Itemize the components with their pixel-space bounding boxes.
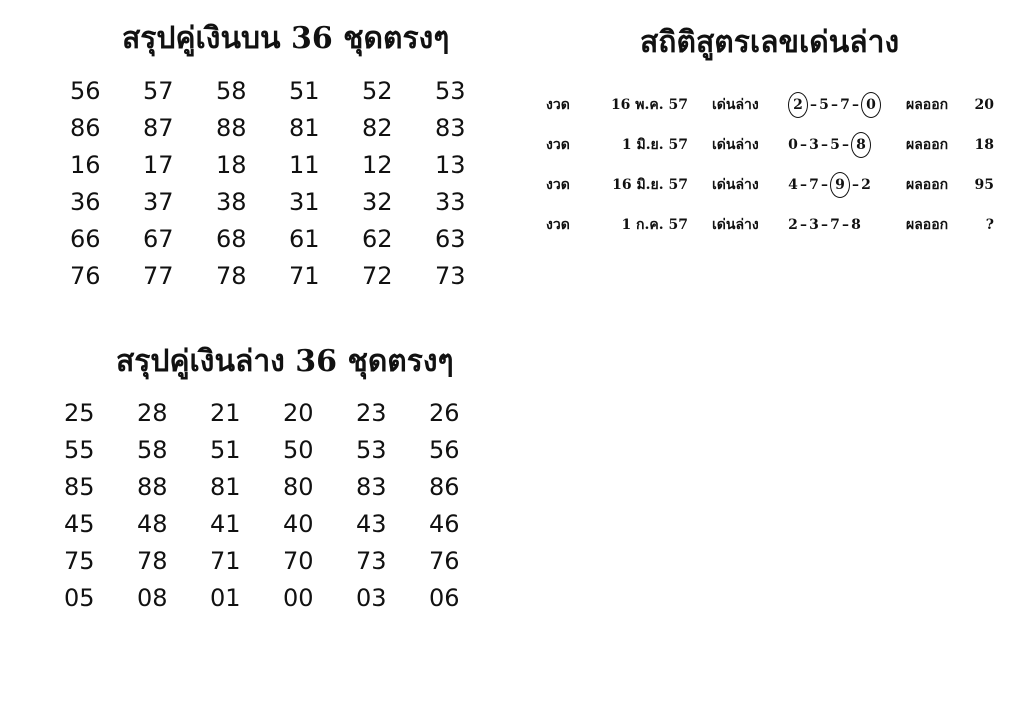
- number-cell: 80: [283, 473, 314, 501]
- sequence-separator: –: [800, 217, 807, 233]
- circled-digit: 0: [861, 92, 881, 118]
- sequence-digit: 8: [851, 217, 861, 233]
- sequence-digit: 2: [788, 217, 798, 233]
- number-cell: 41: [210, 510, 241, 538]
- sequence-separator: –: [842, 137, 849, 153]
- sequence-separator: –: [821, 177, 828, 193]
- draw-date: 16 มิ.ย. 57: [612, 177, 688, 193]
- digit-sequence: [788, 165, 906, 205]
- sequence-separator: –: [852, 97, 859, 113]
- number-cell: 78: [216, 262, 247, 290]
- number-cell: 05: [64, 584, 95, 612]
- number-cell: 25: [64, 399, 95, 427]
- number-cell: 57: [143, 77, 174, 105]
- number-cell: 00: [283, 584, 314, 612]
- number-cell: 18: [216, 151, 247, 179]
- sequence-digit: 3: [809, 217, 819, 233]
- draw-date: 1 มิ.ย. 57: [621, 137, 688, 153]
- number-cell: 28: [137, 399, 168, 427]
- number-cell: 56: [429, 436, 460, 464]
- stats-row: [546, 85, 994, 125]
- result-value: 95: [974, 177, 994, 193]
- number-cell: 31: [289, 188, 320, 216]
- number-cell: 61: [289, 225, 320, 253]
- number-cell: 53: [356, 436, 387, 464]
- number-cell: 38: [216, 188, 247, 216]
- digit-sequence: [788, 125, 906, 165]
- number-cell: 68: [216, 225, 247, 253]
- number-cell: 48: [137, 510, 168, 538]
- draw-type-label: เด่นล่าง: [712, 177, 759, 193]
- draw-label: งวด: [546, 177, 570, 193]
- sequence-separator: –: [852, 177, 859, 193]
- circled-digit: 9: [830, 172, 850, 198]
- number-cell: 11: [289, 151, 320, 179]
- stats-title: สถิติสูตรเลขเด่นล่าง: [640, 25, 900, 60]
- sequence-separator: –: [800, 137, 807, 153]
- number-cell: 13: [435, 151, 466, 179]
- draw-date: 1 ก.ค. 57: [621, 217, 688, 233]
- number-cell: 51: [289, 77, 320, 105]
- number-cell: 20: [283, 399, 314, 427]
- number-cell: 37: [143, 188, 174, 216]
- sequence-digit: 5: [819, 97, 829, 113]
- number-cell: 66: [70, 225, 101, 253]
- number-cell: 78: [137, 547, 168, 575]
- number-cell: 16: [70, 151, 101, 179]
- result-value: ?: [985, 217, 994, 233]
- stats-row: [546, 205, 994, 245]
- sequence-digit: 5: [830, 137, 840, 153]
- number-cell: 26: [429, 399, 460, 427]
- number-cell: 73: [356, 547, 387, 575]
- number-cell: 56: [70, 77, 101, 105]
- draw-label: งวด: [546, 137, 570, 153]
- draw-type-label: เด่นล่าง: [712, 217, 759, 233]
- number-cell: 83: [435, 114, 466, 142]
- number-cell: 81: [289, 114, 320, 142]
- sequence-digit: 3: [809, 137, 819, 153]
- number-cell: 70: [283, 547, 314, 575]
- number-cell: 88: [137, 473, 168, 501]
- number-cell: 03: [356, 584, 387, 612]
- number-cell: 63: [435, 225, 466, 253]
- sequence-digit: 7: [840, 97, 850, 113]
- number-cell: 53: [435, 77, 466, 105]
- number-cell: 58: [216, 77, 247, 105]
- number-cell: 32: [362, 188, 393, 216]
- draw-type-label: เด่นล่าง: [712, 97, 759, 113]
- sequence-separator: –: [800, 177, 807, 193]
- number-cell: 33: [435, 188, 466, 216]
- number-cell: 52: [362, 77, 393, 105]
- number-cell: 75: [64, 547, 95, 575]
- sequence-digit: 7: [830, 217, 840, 233]
- sequence-digit: 4: [788, 177, 798, 193]
- number-cell: 12: [362, 151, 393, 179]
- number-cell: 76: [70, 262, 101, 290]
- stats-row: [546, 125, 994, 165]
- circled-digit: 8: [851, 132, 871, 158]
- sequence-separator: –: [821, 137, 828, 153]
- number-cell: 88: [216, 114, 247, 142]
- number-cell: 83: [356, 473, 387, 501]
- digit-sequence: [788, 85, 906, 125]
- number-cell: 36: [70, 188, 101, 216]
- draw-date: 16 พ.ค. 57: [610, 97, 688, 113]
- number-cell: 45: [64, 510, 95, 538]
- sequence-separator: –: [810, 97, 817, 113]
- result-label: ผลออก: [906, 177, 949, 193]
- number-cell: 08: [137, 584, 168, 612]
- upper-summary-title: สรุปคู่เงินบน 36 ชุดตรงๆ: [122, 21, 450, 56]
- number-cell: 58: [137, 436, 168, 464]
- sequence-separator: –: [831, 97, 838, 113]
- digit-sequence: [788, 205, 906, 245]
- number-cell: 71: [289, 262, 320, 290]
- number-cell: 46: [429, 510, 460, 538]
- stats-table: [546, 85, 994, 245]
- circled-digit: 2: [788, 92, 808, 118]
- number-cell: 40: [283, 510, 314, 538]
- draw-type-label: เด่นล่าง: [712, 137, 759, 153]
- number-cell: 43: [356, 510, 387, 538]
- number-cell: 06: [429, 584, 460, 612]
- number-cell: 73: [435, 262, 466, 290]
- lower-summary-title: สรุปคู่เงินล่าง 36 ชุดตรงๆ: [116, 344, 454, 379]
- number-cell: 50: [283, 436, 314, 464]
- number-cell: 23: [356, 399, 387, 427]
- draw-label: งวด: [546, 97, 570, 113]
- number-cell: 87: [143, 114, 174, 142]
- number-cell: 51: [210, 436, 241, 464]
- upper-number-grid: [70, 76, 508, 298]
- number-cell: 55: [64, 436, 95, 464]
- number-cell: 77: [143, 262, 174, 290]
- number-cell: 86: [70, 114, 101, 142]
- result-value: 18: [974, 137, 994, 153]
- number-cell: 71: [210, 547, 241, 575]
- number-cell: 76: [429, 547, 460, 575]
- number-cell: 81: [210, 473, 241, 501]
- number-cell: 86: [429, 473, 460, 501]
- sequence-separator: –: [842, 217, 849, 233]
- sequence-separator: –: [821, 217, 828, 233]
- number-cell: 17: [143, 151, 174, 179]
- number-cell: 85: [64, 473, 95, 501]
- number-cell: 67: [143, 225, 174, 253]
- result-label: ผลออก: [906, 97, 949, 113]
- number-cell: 82: [362, 114, 393, 142]
- draw-label: งวด: [546, 217, 570, 233]
- number-cell: 72: [362, 262, 393, 290]
- sequence-digit: 7: [809, 177, 819, 193]
- lower-number-grid: [64, 398, 502, 620]
- number-cell: 01: [210, 584, 241, 612]
- number-cell: 62: [362, 225, 393, 253]
- result-value: 20: [974, 97, 994, 113]
- number-cell: 21: [210, 399, 241, 427]
- sequence-digit: 0: [788, 137, 798, 153]
- sequence-digit: 2: [861, 177, 871, 193]
- stats-row: [546, 165, 994, 205]
- result-label: ผลออก: [906, 137, 949, 153]
- result-label: ผลออก: [906, 217, 949, 233]
